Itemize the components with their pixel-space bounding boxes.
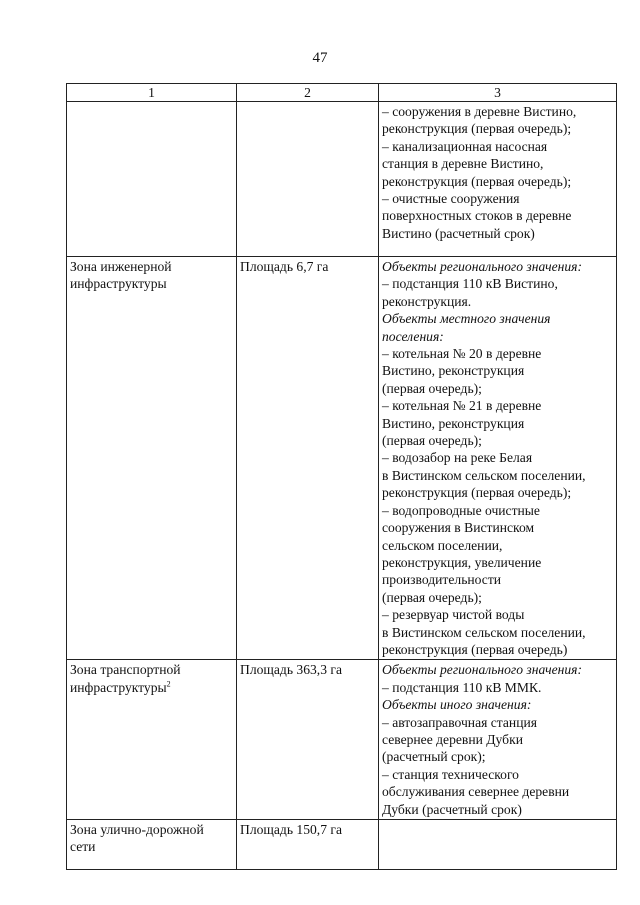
table-row: [67, 820, 617, 870]
objects-heading: Объекты иного значения:: [382, 697, 532, 713]
objects-heading: Объекты регионального значения:: [382, 259, 582, 274]
zone-name-line: [70, 679, 233, 696]
objects-line: – автозаправочная станция: [382, 714, 538, 730]
objects-heading: Объекты регионального значения:: [382, 662, 582, 678]
objects-cell: [379, 102, 617, 257]
objects-line: – водопроводные очистные: [382, 502, 540, 518]
objects-line: – сооружения в деревне Вистино,: [382, 104, 577, 119]
column-header-2: 2: [237, 84, 379, 102]
objects-line: (первая очередь);: [382, 380, 482, 396]
zone-name-line: Зона транспортной: [70, 662, 181, 678]
table-header-row: [67, 84, 617, 102]
objects-line: реконструкция (первая очередь);: [382, 485, 572, 501]
zone-name-text: инфраструктуры: [70, 679, 167, 695]
zone-name-cell: [67, 820, 237, 870]
page-number: 47: [312, 50, 328, 66]
objects-line: Вистино, реконструкция: [382, 415, 525, 431]
objects-line: (расчетный срок);: [382, 749, 486, 765]
table-row: [67, 102, 617, 257]
objects-line: (первая очередь);: [382, 589, 482, 605]
objects-line: Дубки (расчетный срок): [382, 801, 522, 817]
table-row: [67, 257, 617, 660]
zone-area-cell: Площадь 6,7 га: [237, 257, 379, 660]
objects-line: реконструкция (первая очередь);: [382, 121, 572, 137]
objects-line: реконструкция, увеличение: [382, 554, 542, 570]
objects-line: в Вистинском сельском поселении,: [382, 467, 586, 483]
objects-line: станция в деревне Вистино,: [382, 156, 544, 172]
footnote-marker: 2: [166, 679, 171, 689]
objects-line: реконструкция (первая очередь);: [382, 173, 572, 189]
objects-cell: [379, 660, 617, 820]
objects-line: – подстанция 110 кВ ММК.: [382, 679, 542, 695]
objects-line: – подстанция 110 кВ Вистино,: [382, 276, 558, 292]
zone-name-line: сети: [70, 839, 96, 855]
zones-table: [66, 83, 617, 870]
objects-heading: Объекты местного значения: [382, 311, 551, 327]
zone-name-line: Зона инженерной: [70, 259, 172, 274]
objects-heading: поселения:: [382, 328, 444, 344]
objects-line: (первая очередь);: [382, 433, 482, 449]
zone-name-cell: [67, 102, 237, 257]
objects-line: севернее деревни Дубки: [382, 731, 523, 747]
objects-line: производительности: [382, 572, 502, 588]
zone-name-line: Зона улично-дорожной: [70, 822, 204, 837]
objects-line: – резервуар чистой воды: [382, 607, 525, 623]
zone-area-cell: Площадь 150,7 га: [237, 820, 379, 870]
objects-line: Вистино (расчетный срок): [382, 225, 535, 241]
objects-line: сооружения в Вистинском: [382, 520, 535, 536]
zone-area-cell: Площадь 363,3 га: [237, 660, 379, 820]
table-row: [67, 660, 617, 820]
zone-name-cell: [67, 257, 237, 660]
zone-area-cell: [237, 102, 379, 257]
objects-line: – котельная № 20 в деревне: [382, 346, 542, 362]
objects-line: – станция технического: [382, 766, 519, 782]
objects-line: – водозабор на реке Белая: [382, 450, 533, 466]
column-header-1: 1: [67, 84, 237, 102]
objects-line: реконструкция (первая очередь): [382, 641, 568, 657]
objects-cell: [379, 257, 617, 660]
objects-line: – канализационная насосная: [382, 138, 548, 154]
objects-line: Вистино, реконструкция: [382, 363, 525, 379]
objects-line: реконструкция.: [382, 293, 472, 309]
objects-line: поверхностных стоков в деревне: [382, 208, 572, 224]
objects-cell: [379, 820, 617, 870]
zone-name-line: инфраструктуры: [70, 276, 167, 292]
column-header-3: 3: [379, 84, 617, 102]
objects-line: сельском поселении,: [382, 537, 503, 553]
objects-line: – очистные сооружения: [382, 191, 520, 207]
objects-line: в Вистинском сельском поселении,: [382, 624, 586, 640]
objects-line: обслуживания севернее деревни: [382, 784, 570, 800]
zone-name-cell: [67, 660, 237, 820]
objects-line: – котельная № 21 в деревне: [382, 398, 542, 414]
